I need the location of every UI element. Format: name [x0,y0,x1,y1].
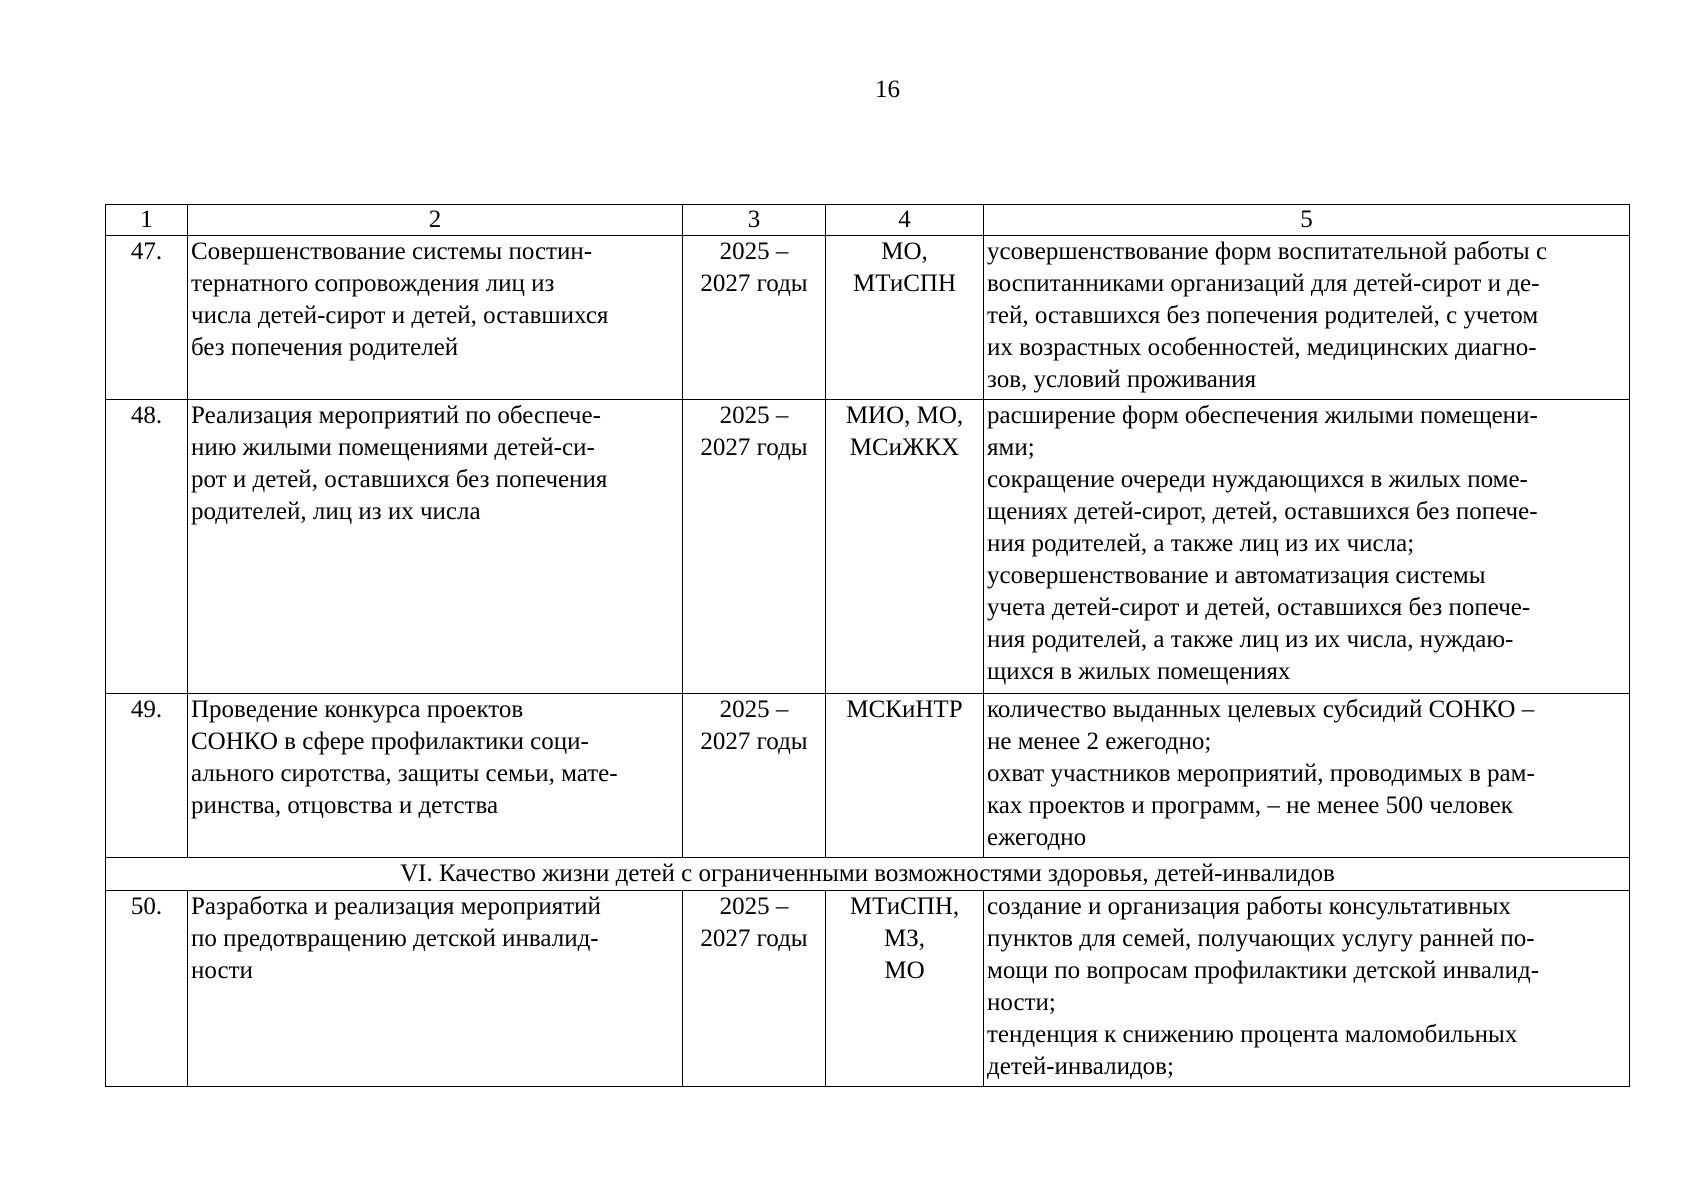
period [683,236,826,400]
text-line: расширение форм обеспечения жилыми помещени- [987,402,1538,429]
text-line: сокращение очереди нуждающихся в жилых поме- [987,466,1528,493]
text-line: тернатного сопровождения лиц из [191,270,555,297]
executors [826,400,984,694]
text-line: ния родителей, а также лиц из их числа, нуждаю- [987,626,1514,653]
text-line: Совершенствование системы постин- [191,238,593,265]
measure-title [188,400,683,694]
header-col-2: 2 [188,205,683,236]
text-line: по предотвращению детской инвалид- [191,925,599,952]
text-line: количество выданных целевых субсидий СОНКО – [987,696,1535,723]
text-line: Проведение конкурса проектов [191,696,524,723]
header-col-3: 3 [683,205,826,236]
period [683,891,826,1087]
expected-result [984,400,1630,694]
text-line: щихся в жилых помещениях [987,658,1291,685]
measure-title [188,694,683,858]
text-line: 2025 – [719,893,789,920]
text-line: МО, [881,238,928,265]
period [683,400,826,694]
text-line: без попечения родителей [191,334,459,361]
text-line: СОНКО в сфере профилактики соци- [191,728,589,755]
measure-title [188,236,683,400]
item-number: 48. [106,400,188,694]
text-line: МСКиНТР [846,696,963,723]
text-line: усовершенствование форм воспитательной работы с [987,238,1548,265]
text-line: 2027 годы [700,270,808,297]
text-line: не менее 2 ежегодно; [987,728,1212,755]
text-line: ности [191,957,253,984]
text-line: воспитанниками организаций для детей-сирот и де- [987,270,1540,297]
text-line: МЗ, [883,925,925,952]
expected-result [984,694,1630,858]
text-line: ального сиротства, защиты семьи, мате- [191,760,618,787]
text-line: 2027 годы [700,434,808,461]
text-line: числа детей-сирот и детей, оставшихся [191,302,609,329]
text-line: родителей, лиц из их числа [191,498,481,525]
text-line: Реализация мероприятий по обеспече- [191,402,601,429]
item-number: 47. [106,236,188,400]
text-line: щениях детей-сирот, детей, оставшихся без попече- [987,498,1538,525]
text-line: 2025 – [719,696,789,723]
text-line: ринства, отцовства и детства [191,792,499,819]
header-col-5: 5 [984,205,1630,236]
text-line: МТиСПН [852,270,957,297]
text-line: ния родителей, а также лиц из их числа; [987,530,1415,557]
executors [826,694,984,858]
section-row [106,858,1630,891]
text-line: ежегодно [987,824,1087,851]
header-col-4: 4 [826,205,984,236]
text-line: рот и детей, оставшихся без попечения [191,466,608,493]
table-row [106,694,1630,858]
text-line: тей, оставшихся без попечения родителей, с учетом [987,302,1539,329]
text-line: МТиСПН, [849,893,960,920]
text-line: МО [884,957,925,984]
text-line: 2025 – [719,402,789,429]
text-line: Разработка и реализация мероприятий [191,893,601,920]
period [683,694,826,858]
text-line: создание и организация работы консультативных [987,893,1511,920]
text-line: ности; [987,989,1056,1016]
expected-result [984,236,1630,400]
text-line: МСиЖКХ [849,434,960,461]
text-line: 2027 годы [700,728,808,755]
measure-title [188,891,683,1087]
text-line: ями; [987,434,1035,461]
text-line: пунктов для семей, получающих услугу ранней по- [987,925,1535,952]
text-line: их возрастных особенностей, медицинских диагно- [987,334,1537,361]
item-number: 50. [106,891,188,1087]
text-line: тенденция к снижению процента маломобильных [987,1021,1518,1048]
executors [826,891,984,1087]
text-line: охват участников мероприятий, проводимых в рам- [987,760,1535,787]
text-line: ках проектов и программ, – не менее 500 человек [987,792,1513,819]
text-line: 2025 – [719,238,789,265]
measures-table [105,204,1630,1087]
text-line: нию жилыми помещениями детей-си- [191,434,595,461]
header-col-1: 1 [106,205,188,236]
text-line: детей-инвалидов; [987,1053,1174,1080]
section-heading: VI. Качество жизни детей с ограниченными возможностями здоровья, детей-инвалидов [106,858,1630,891]
item-number: 49. [106,694,188,858]
expected-result [984,891,1630,1087]
table-header-row [106,205,1630,236]
table-row [106,891,1630,1087]
text-line: мощи по вопросам профилактики детской инвалид- [987,957,1540,984]
table-row [106,236,1630,400]
executors [826,236,984,400]
text-line: 2027 годы [700,925,808,952]
text-line: усовершенствование и автоматизация системы [987,562,1486,589]
table-row [106,400,1630,694]
text-line: зов, условий проживания [987,366,1257,393]
text-line: МИО, МО, [845,402,964,429]
page-number: 16 [875,76,900,103]
text-line: учета детей-сирот и детей, оставшихся без попече- [987,594,1531,621]
